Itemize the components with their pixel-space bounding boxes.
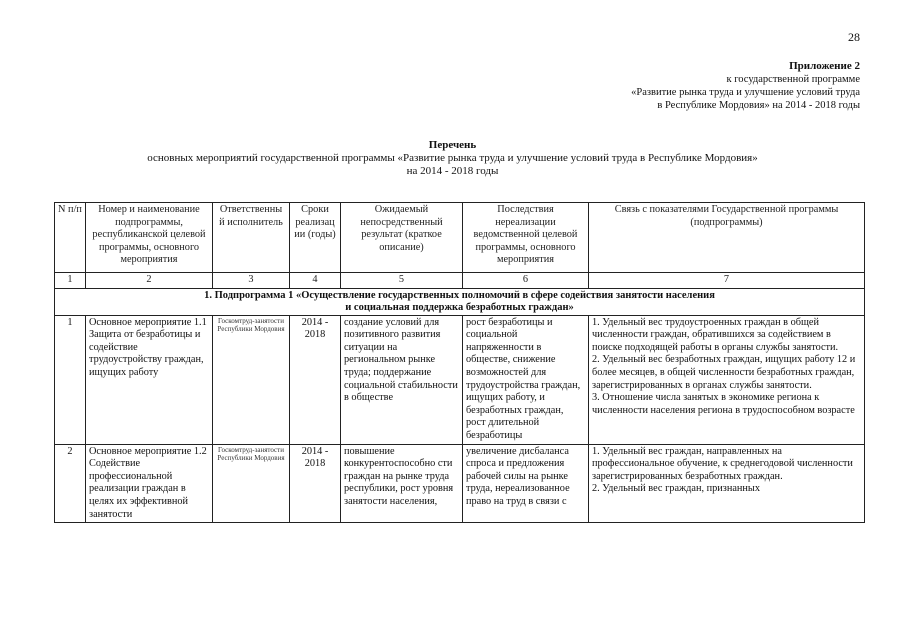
indicator-item: 2. Удельный вес безработных граждан, ищущих работу 12 и более месяцев, в общей численности безработных граждан, зарегистрированных в органах службы занятости.: [592, 354, 856, 391]
table-row: [55, 315, 865, 444]
row-number: 2: [55, 444, 86, 523]
column-number: 4: [290, 273, 341, 289]
appendix-block: [631, 60, 860, 112]
consequences: рост безработицы и социальной напряженности в обществе, снижение возможностей для трудоустройства граждан, ищущих работу, и безработных граждан, рост длительной безработицы: [463, 315, 589, 444]
header-cell: Номер и наименование подпрограммы, республиканской целевой программы, основного мероприятия: [86, 203, 213, 273]
expected-result: создание условий для позитивного развития ситуации на региональном рынке труда; поддержание социальной стабильности в обществе: [341, 315, 463, 444]
column-number: 3: [213, 273, 290, 289]
document-subtitle: основных мероприятий государственной программы «Развитие рынка труда и улучшение условий труда в Республике Мордовия»: [147, 152, 758, 164]
column-number: 2: [86, 273, 213, 289]
document-heading: [0, 139, 905, 178]
measures-table: [54, 202, 865, 523]
appendix-line: «Развитие рынка труда и улучшение условий труда: [631, 87, 860, 98]
header-cell: Сроки реализац ии (годы): [290, 203, 341, 273]
section-title-line: 1. Подпрограмма 1 «Осуществление государственных полномочий в сфере содействия занятости населения: [204, 289, 715, 301]
column-number-row: [55, 273, 865, 289]
period: 2014 - 2018: [290, 315, 341, 444]
column-number: 1: [55, 273, 86, 289]
indicator-item: 3. Отношение числа занятых в экономике региона к численности населения региона в трудоспособном возрасте: [592, 392, 855, 416]
document-subtitle: на 2014 - 2018 годы: [406, 165, 499, 177]
period: 2014 - 2018: [290, 444, 341, 523]
document-title: Перечень: [428, 139, 477, 151]
measure-name: Основное мероприятие 1.1 Защита от безработицы и содействие трудоустройству граждан, ищущих работу: [86, 315, 213, 444]
section-title-line: и социальная поддержка безработных граждан»: [345, 301, 574, 313]
header-cell: N п/п: [55, 203, 86, 273]
section-row: [55, 288, 865, 315]
appendix-line: в Республике Мордовия» на 2014 - 2018 годы: [657, 100, 860, 111]
page-number: 28: [848, 30, 860, 44]
executor: Госкомтруд-занятости Республики Мордовия: [213, 444, 290, 523]
indicators: [589, 444, 865, 523]
measure-name: Основное мероприятие 1.2 Содействие профессиональной реализации граждан в целях их эффективной занятости: [86, 444, 213, 523]
indicator-item: 2. Удельный вес граждан, признанных: [592, 483, 761, 495]
consequences: увеличение дисбаланса спроса и предложения рабочей силы на рынке труда, нереализованное право на труд в связи с: [463, 444, 589, 523]
column-number: 6: [463, 273, 589, 289]
executor: Госкомтруд-занятости Республики Мордовия: [213, 315, 290, 444]
header-cell: Ожидаемый непосредственный результат (краткое описание): [341, 203, 463, 273]
table-row: [55, 444, 865, 523]
column-number: 7: [589, 273, 865, 289]
appendix-title: Приложение 2: [789, 60, 860, 72]
expected-result: повышение конкурентоспособно сти граждан на рынке труда республики, рост уровня занятости населения,: [341, 444, 463, 523]
header-cell: Последствия нереализации ведомственной целевой программы, основного мероприятия: [463, 203, 589, 273]
section-title: [55, 288, 865, 315]
indicator-item: 1. Удельный вес трудоустроенных граждан в общей численности граждан, обратившихся за содействием в поиске подходящей работы в органы службы занятости.: [592, 316, 839, 353]
table-header-row: [55, 203, 865, 273]
indicators: [589, 315, 865, 444]
column-number: 5: [341, 273, 463, 289]
header-cell: Связь с показателями Государственной программы (подпрограммы): [589, 203, 865, 273]
appendix-line: к государственной программе: [726, 74, 860, 85]
header-cell: Ответственны й исполнитель: [213, 203, 290, 273]
row-number: 1: [55, 315, 86, 444]
indicator-item: 1. Удельный вес граждан, направленных на профессиональное обучение, к среднегодовой численности зарегистрированных безработных граждан.: [592, 445, 853, 482]
